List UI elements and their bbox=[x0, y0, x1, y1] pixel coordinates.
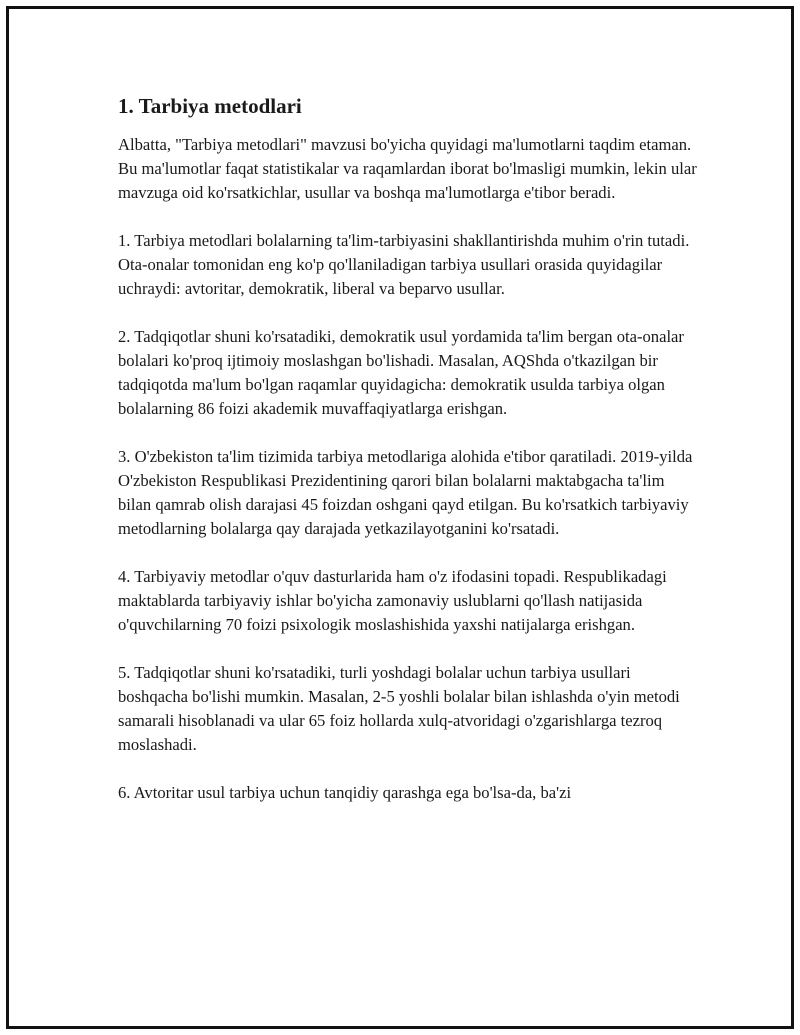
document-title: 1. Tarbiya metodlari bbox=[118, 94, 302, 118]
paragraph-1: 1. Tarbiya metodlari bolalarning ta'lim-tarbiyasini shakllantirishda muhim o'rin tutadi. Ota-onalar tomonidan eng ko'p qo'llaniladigan tarbiya usullari orasida quyidagilar uchraydi: avtoritar, demokratik, liberal va beparvo usullar. bbox=[118, 231, 690, 298]
paragraph-6: 6. Avtoritar usul tarbiya uchun tanqidiy qarashga ega bo'lsa-da, ba'zi bbox=[118, 783, 572, 802]
paragraph-intro: Albatta, "Tarbiya metodlari" mavzusi bo'yicha quyidagi ma'lumotlarni taqdim etaman. Bu ma'lumotlar faqat statistikalar va raqamlardan iborat bo'lmasligi mumkin, lekin ular mavzuga oid ko'rsatkichlar, usullar va boshqa ma'lumotlarga e'tibor beradi. bbox=[118, 135, 697, 202]
paragraph-4: 4. Tarbiyaviy metodlar o'quv dasturlarida ham o'z ifodasini topadi. Respublikadagi maktablarda tarbiyaviy ishlar bo'yicha zamonaviy uslublarni qo'llash natijasida o'quvchilarning 70 foizi psixologik moslashishida yaxshi natijalarga erishgan. bbox=[118, 567, 667, 634]
paragraph-3: 3. O'zbekiston ta'lim tizimida tarbiya metodlariga alohida e'tibor qaratiladi. 2019-yilda O'zbekiston Respublikasi Prezidentining qarori bilan bolalarni maktabgacha ta'lim bilan qamrab olish darajasi 45 foizdan oshgani qayd etilgan. Bu ko'rsatkich tarbiyaviy metodlarning bolalarga qay darajada yetkazilayotganini ko'rsatadi. bbox=[118, 447, 693, 538]
paragraph-5: 5. Tadqiqotlar shuni ko'rsatadiki, turli yoshdagi bolalar uchun tarbiya usullari boshqacha bo'lishi mumkin. Masalan, 2-5 yoshli bolalar bilan ishlashda o'yin metodi samarali hisoblanadi va ular 65 foiz hollarda xulq-atvoridagi o'zgarishlarga tezroq moslashadi. bbox=[118, 663, 680, 754]
paragraph-2: 2. Tadqiqotlar shuni ko'rsatadiki, demokratik usul yordamida ta'lim bergan ota-onalar bolalari ko'proq ijtimoiy moslashgan bo'lishadi. Masalan, AQShda o'tkazilgan bir tadqiqotda ma'lum bo'lgan raqamlar quyidagicha: demokratik usulda tarbiya olgan bolalarning 86 foizi akademik muvaffaqiyatlarga erishgan. bbox=[118, 327, 684, 418]
document-body bbox=[118, 92, 698, 829]
